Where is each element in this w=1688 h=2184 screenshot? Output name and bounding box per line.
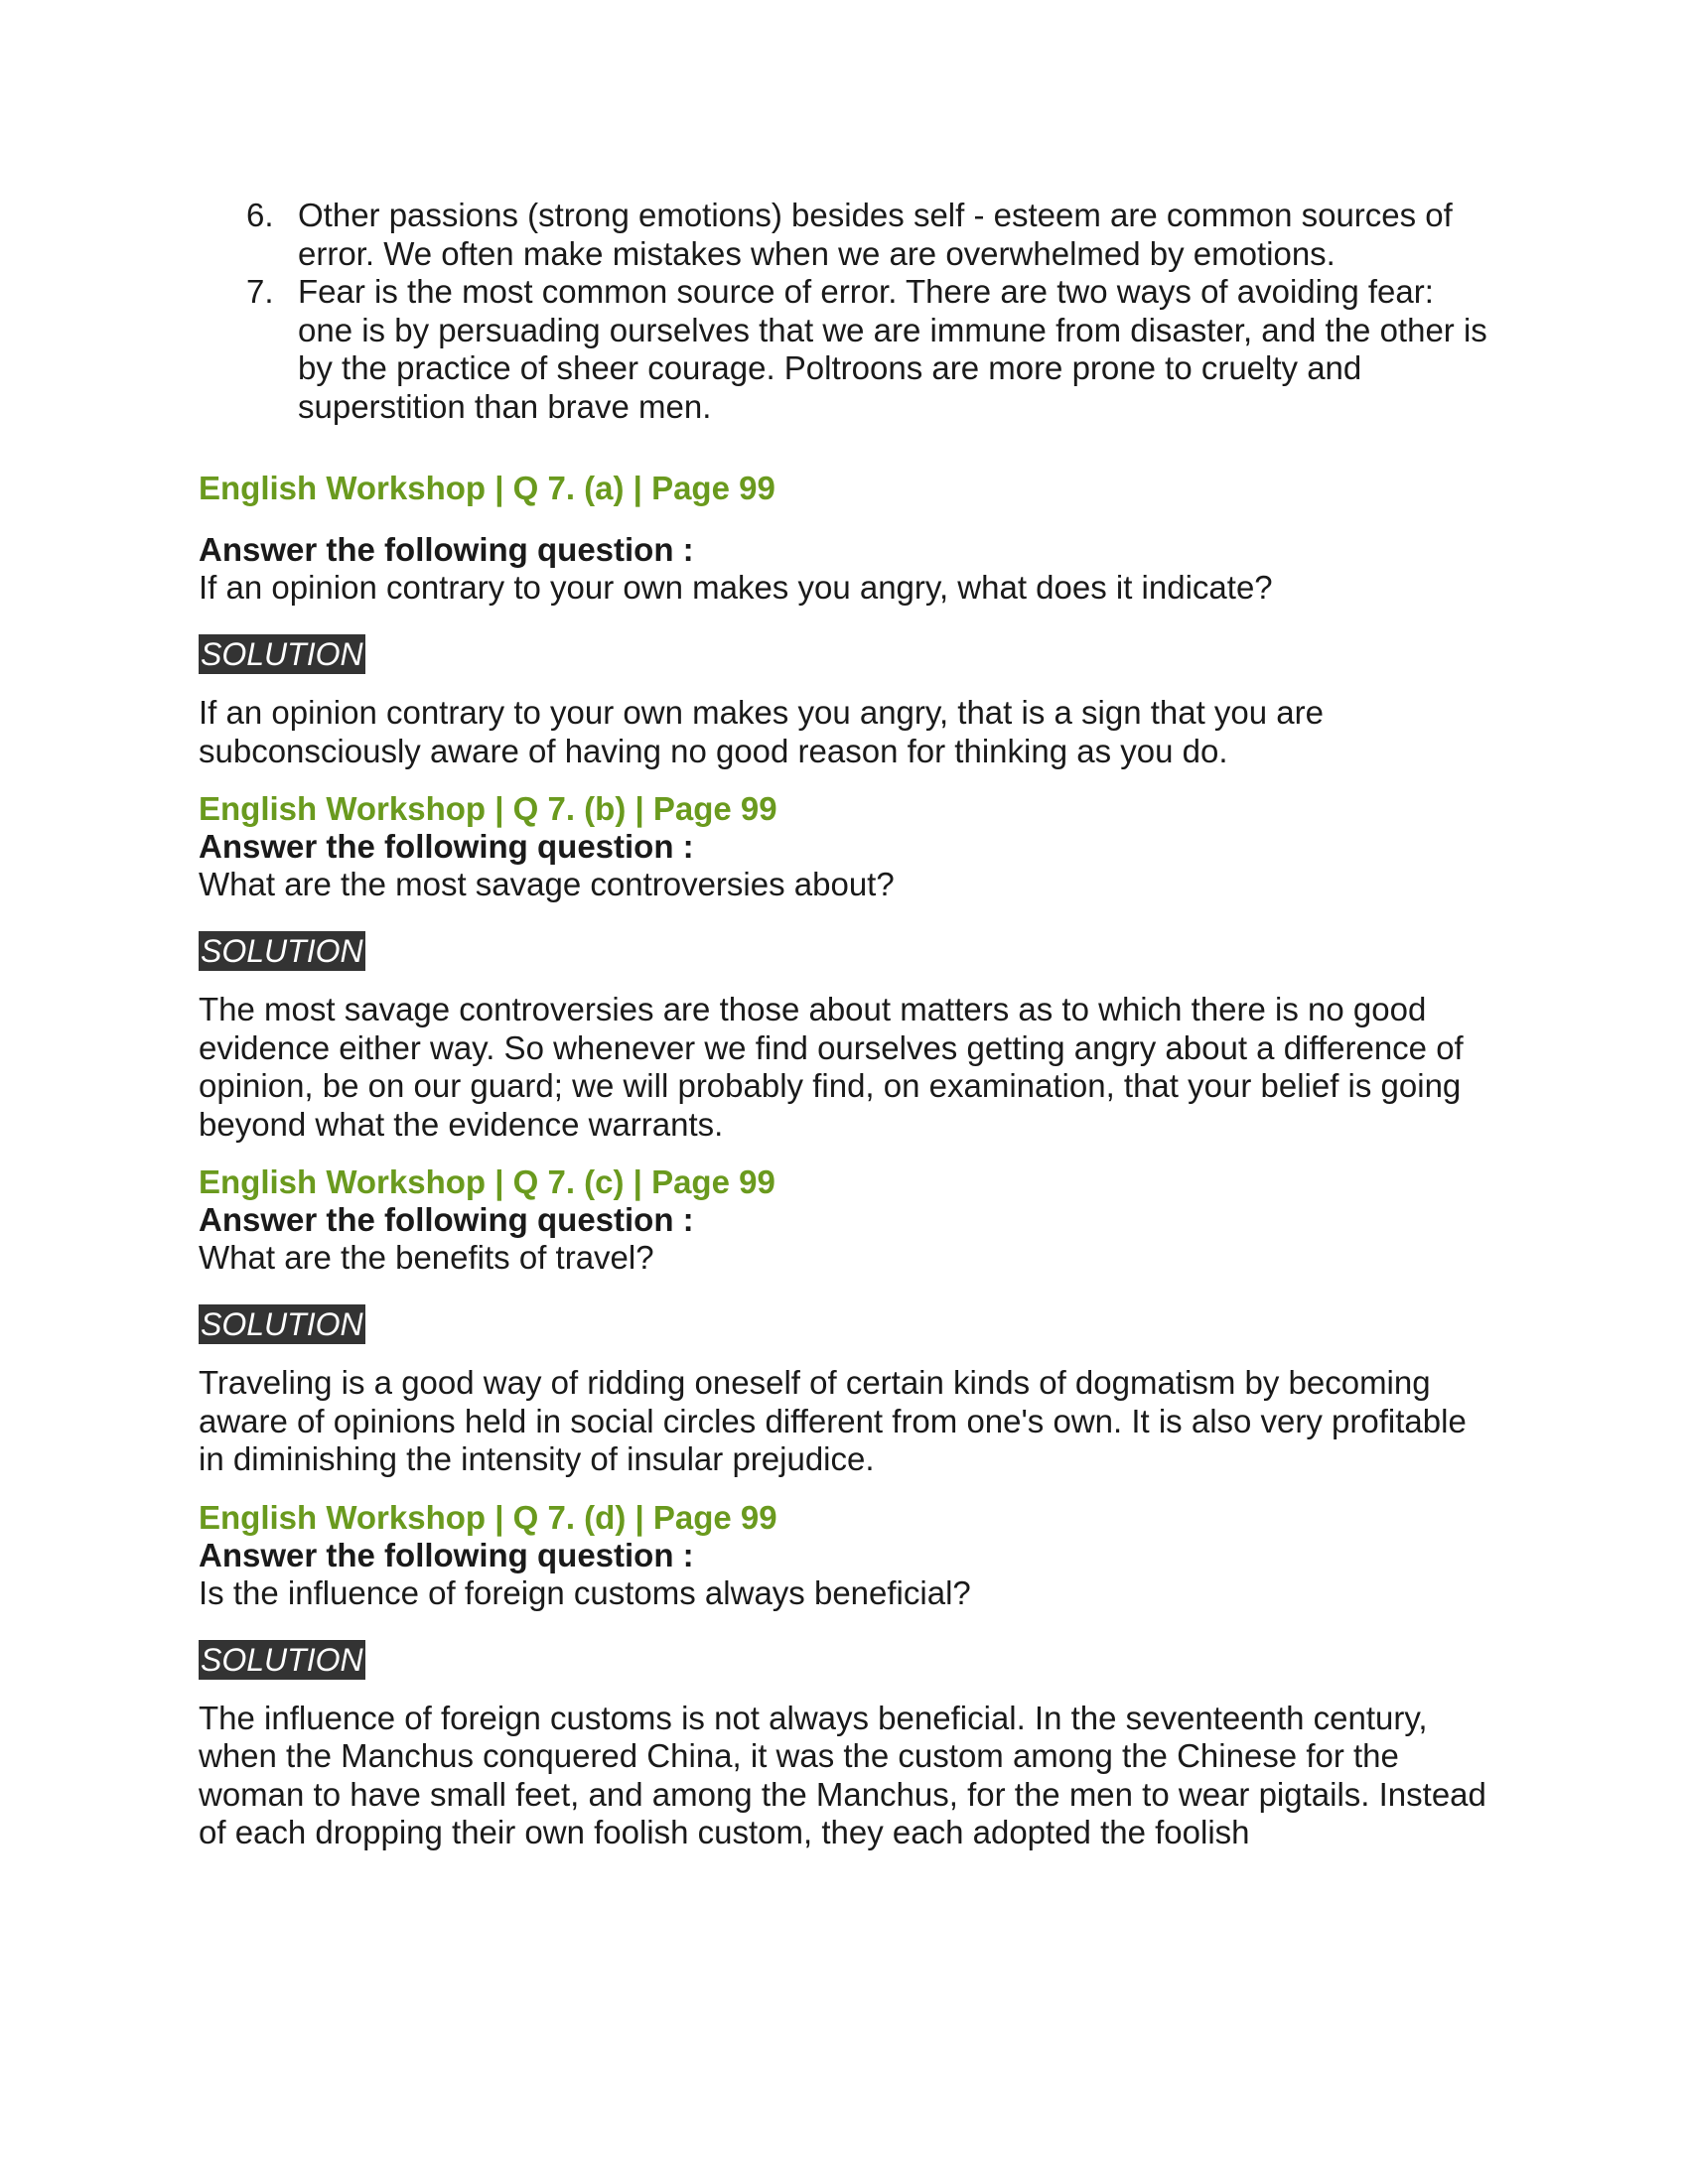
question-text: What are the most savage controversies about? bbox=[199, 866, 895, 902]
question-label: Answer the following question : bbox=[199, 1201, 694, 1238]
document-page bbox=[199, 197, 1489, 1852]
question-label: Answer the following question : bbox=[199, 1536, 694, 1573]
solution-badge: SOLUTION bbox=[201, 1641, 363, 1678]
solution-badge: SOLUTION bbox=[201, 1306, 363, 1342]
list-item-number: 6. bbox=[246, 197, 274, 233]
solution-badge: SOLUTION bbox=[201, 933, 363, 969]
section-heading: English Workshop | Q 7. (d) | Page 99 bbox=[199, 1498, 777, 1536]
list-item bbox=[199, 273, 1489, 426]
section-heading: English Workshop | Q 7. (a) | Page 99 bbox=[199, 470, 775, 506]
solution-text: Traveling is a good way of ridding oneself of certain kinds of dogmatism by becoming aware of opinions held in social circles different from one's own. It is also very profitable in diminishing the intensity of insular prejudice. bbox=[199, 1364, 1467, 1477]
solution-text: The influence of foreign customs is not always beneficial. In the seventeenth century, when the Manchus conquered China, it was the custom among the Chinese for the woman to have small feet, and among the Manchus, for the men to wear pigtails. Instead of each dropping their own foolish custom, they each adopted the foolish bbox=[199, 1699, 1486, 1850]
solution-text: If an opinion contrary to your own makes you angry, that is a sign that you are subconsciously aware of having no good reason for thinking as you do. bbox=[199, 694, 1325, 769]
list-item bbox=[199, 197, 1489, 273]
question-text: Is the influence of foreign customs always beneficial? bbox=[199, 1573, 971, 1611]
section-heading: English Workshop | Q 7. (b) | Page 99 bbox=[199, 790, 777, 827]
section-q7a bbox=[199, 470, 1489, 770]
list-item-text: Other passions (strong emotions) besides self - esteem are common sources of error. We often make mistakes when we are overwhelmed by emotions. bbox=[298, 197, 1453, 272]
question-text: If an opinion contrary to your own makes you angry, what does it indicate? bbox=[199, 569, 1273, 606]
section-q7c bbox=[199, 1163, 1489, 1479]
question-label: Answer the following question : bbox=[199, 828, 694, 865]
list-item-text: Fear is the most common source of error. There are two ways of avoiding fear: one is by persuading ourselves that we are immune from disaster, and the other is by the practice of sheer courage. Poltroons are more prone to cruelty and superstition than brave men. bbox=[298, 273, 1487, 425]
section-heading: English Workshop | Q 7. (c) | Page 99 bbox=[199, 1163, 775, 1200]
section-q7d bbox=[199, 1499, 1489, 1852]
solution-text: The most savage controversies are those about matters as to which there is no good evidence either way. So whenever we find ourselves getting angry about a difference of opinion, be on our guard; we will probably find, on examination, that your belief is going beyond what the evidence warrants. bbox=[199, 991, 1464, 1143]
section-q7b bbox=[199, 790, 1489, 1144]
list-item-number: 7. bbox=[246, 273, 274, 310]
question-label: Answer the following question : bbox=[199, 531, 694, 568]
question-text: What are the benefits of travel? bbox=[199, 1239, 654, 1276]
solution-badge: SOLUTION bbox=[201, 636, 363, 672]
numbered-list bbox=[199, 197, 1489, 426]
